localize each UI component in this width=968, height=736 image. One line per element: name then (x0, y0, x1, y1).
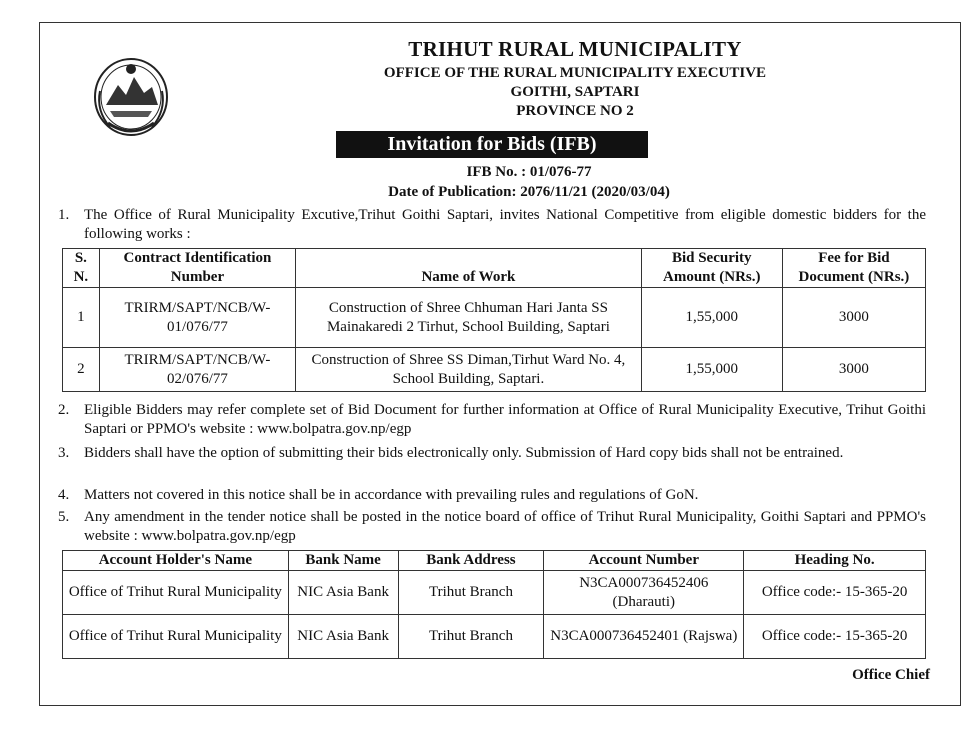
ifb-number: IFB No. : 01/076-77 (466, 164, 592, 180)
table-header-row: Account Holder's Name Bank Name Bank Address Account Number Heading No. (63, 551, 926, 571)
notice-header (40, 37, 960, 120)
table-row: 2 TRIRM/SAPT/NCB/W-02/076/77 Construction of Shree SS Diman,Tirhut Ward No. 4, School Building, Saptari. 1,55,000 3000 (63, 348, 926, 392)
paragraph-2: 2. Eligible Bidders may refer complete set of Bid Document for further information at Office of Rural Municipality Executive, Trihut Goithi Saptari or PPMO's website : www.bolpatra.gov.np/egp (58, 402, 926, 437)
notice-page (39, 22, 961, 706)
location: GOITHI, SAPTARI (510, 84, 640, 100)
table-row: 1 TRIRM/SAPT/NCB/W-01/076/77 Construction of Shree Chhuman Hari Janta SS Mainakaredi 2 Tirhut, School Building, Saptari 1,55,000 3000 (63, 288, 926, 348)
ifb-banner: Invitation for Bids (IFB) (336, 131, 648, 158)
paragraph-1: 1. The Office of Rural Municipality Excutive,Trihut Goithi Saptari, invites National Competitive from eligible domestic bidders for the following works : (58, 207, 926, 242)
table-row: Office of Trihut Rural Municipality NIC Asia Bank Trihut Branch N3CA000736452401 (Rajswa) Office code:- 15-365-20 (63, 615, 926, 659)
table-header-row: S. N. Contract Identification Number Name of Work Bid Security Amount (NRs.) Fee for Bid Document (NRs.) (63, 249, 926, 288)
paragraph-3: 3. Bidders shall have the option of submitting their bids electronically only. Submission of Hard copy bids shall not be entrained. (58, 445, 844, 461)
table-row: Office of Trihut Rural Municipality NIC Asia Bank Trihut Branch N3CA000736452406 (Dharauti) Office code:- 15-365-20 (63, 571, 926, 615)
account-table (62, 550, 926, 659)
signature-office-chief: Office Chief (852, 667, 930, 683)
office-name: OFFICE OF THE RURAL MUNICIPALITY EXECUTIVE (383, 65, 767, 81)
municipality-name: TRIHUT RURAL MUNICIPALITY (408, 37, 742, 61)
province: PROVINCE NO 2 (516, 103, 634, 119)
paragraph-4: 4. Matters not covered in this notice shall be in accordance with prevailing rules and regulations of GoN. (58, 487, 699, 503)
paragraph-5: 5. Any amendment in the tender notice shall be posted in the notice board of office of Trihut Rural Municipality, Goithi Saptari and PPMO's website : www.bolpatra.gov.np/egp (58, 509, 926, 544)
works-table (62, 248, 926, 392)
publication-date: Date of Publication: 2076/11/21 (2020/03/04) (388, 184, 670, 200)
